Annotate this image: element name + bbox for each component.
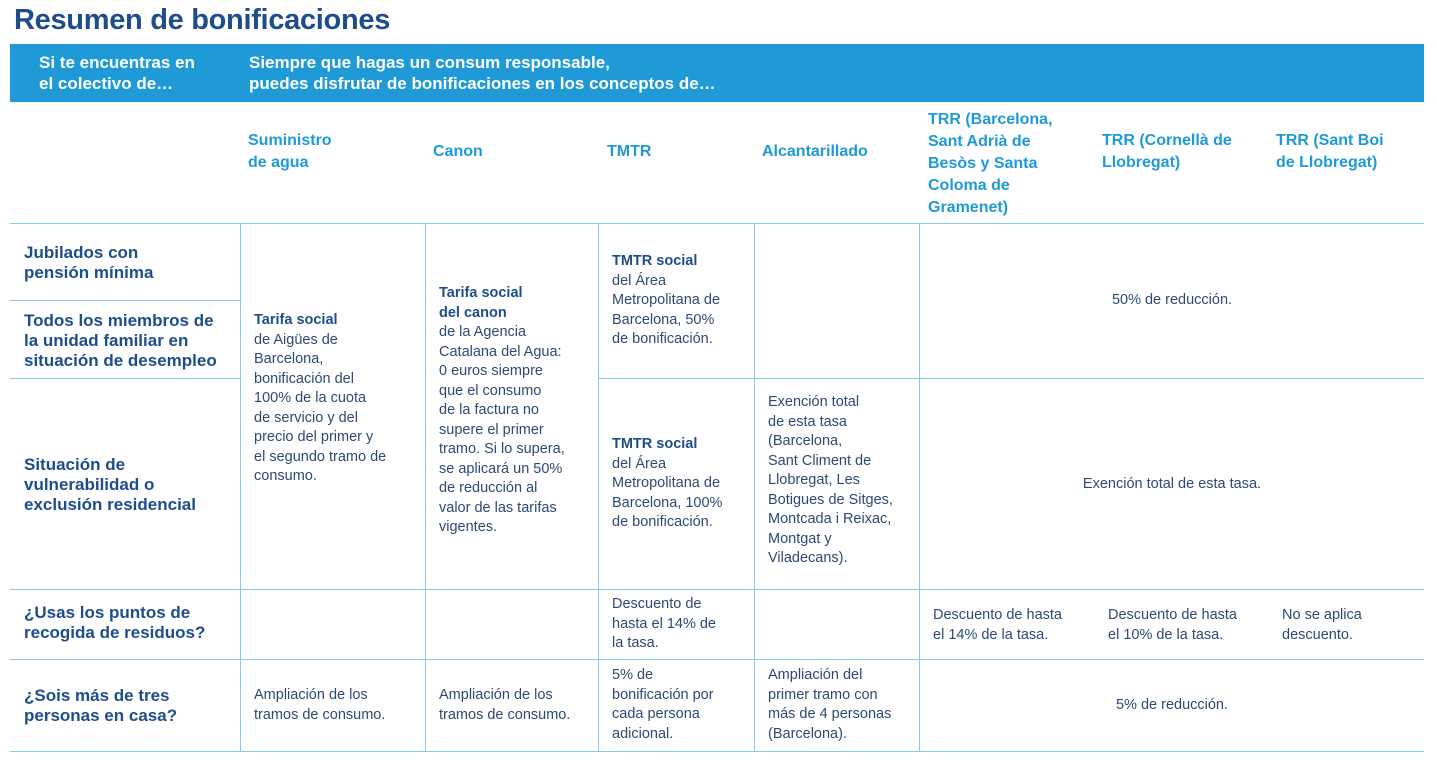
grid-line bbox=[754, 223, 755, 751]
grid-line bbox=[10, 378, 240, 379]
column-header-trr-santboi: TRR (Sant Boi de Llobregat) bbox=[1276, 132, 1384, 171]
grid-line bbox=[425, 223, 426, 751]
column-header-canon: Canon bbox=[433, 143, 483, 160]
cell-suministro-personas: Ampliación de los tramos de consumo. bbox=[254, 687, 386, 723]
grid-line bbox=[10, 751, 1424, 752]
grid-line bbox=[598, 223, 599, 751]
grid-line bbox=[10, 223, 1424, 224]
cell-trr-cornella-residuos: Descuento de hasta el 10% de la tasa. bbox=[1108, 607, 1237, 643]
grid-line bbox=[10, 300, 240, 301]
cell-trr-personas: 5% de reducción. bbox=[1115, 697, 1229, 713]
column-header-suministro: Suministro de agua bbox=[248, 132, 332, 171]
grid-line bbox=[598, 378, 1424, 379]
cell-canon-social: Tarifa social del canon de la Agencia Catalana del Agua: 0 euros siempre que el consumo de la factura no supere el primer tramo. Si lo supera, se aplicará un 50% de reducción al valor de las tarifas vigentes. bbox=[439, 285, 565, 535]
row-label-personas: ¿Sois más de tres personas en casa? bbox=[24, 686, 178, 725]
grid-line bbox=[10, 589, 1424, 590]
column-header-trr-cornella: TRR (Cornellà de Llobregat) bbox=[1102, 132, 1232, 171]
row-label-residuos: ¿Usas los puntos de recogida de residuos? bbox=[24, 603, 206, 642]
cell-tarifa-social: Tarifa social de Aigües de Barcelona, bonificación del 100% de la cuota de servicio y del precio del primer y el segundo tramo de consumo. bbox=[254, 312, 387, 484]
header-banner bbox=[10, 44, 1424, 102]
row-label-jubilados: Jubilados con pensión mínima bbox=[24, 243, 154, 282]
cell-trr-exencion: Exención total de esta tasa. bbox=[1082, 476, 1262, 492]
banner-concepts-label: Siempre que hagas un consum responsable, puedes disfrutar de bonificaciones en los conceptos de… bbox=[249, 53, 716, 93]
column-header-trr-barcelona: TRR (Barcelona, Sant Adrià de Besòs y Santa Coloma de Gramenet) bbox=[928, 111, 1053, 216]
cell-trr-santboi-residuos: No se aplica descuento. bbox=[1282, 607, 1362, 643]
grid-line bbox=[240, 223, 241, 751]
page-title: Resumen de bonificaciones bbox=[14, 4, 391, 36]
column-header-tmtr: TMTR bbox=[607, 143, 652, 160]
row-label-desempleo: Todos los miembros de la unidad familiar en situación de desempleo bbox=[24, 311, 217, 370]
cell-trr-50-reduccion: 50% de reducción. bbox=[1111, 292, 1233, 308]
cell-tmtr-social-100: TMTR social del Área Metropolitana de Barcelona, 100% de bonificación. bbox=[612, 436, 723, 530]
cell-tmtr-personas: 5% de bonificación por cada persona adicional. bbox=[612, 667, 714, 742]
cell-alcantarillado-exencion: Exención total de esta tasa (Barcelona, Sant Climent de Llobregat, Les Botigues de Sitges, Montcada i Reixac, Montgat y Viladecans). bbox=[768, 394, 893, 566]
cell-canon-personas: Ampliación de los tramos de consumo. bbox=[439, 687, 571, 723]
column-header-alcantarillado: Alcantarillado bbox=[762, 143, 868, 160]
banner-collective-label: Si te encuentras en el colectivo de… bbox=[39, 53, 195, 93]
row-label-vulnerabilidad: Situación de vulnerabilidad o exclusión residencial bbox=[24, 455, 196, 514]
cell-tmtr-residuos: Descuento de hasta el 14% de la tasa. bbox=[612, 596, 716, 651]
cell-tmtr-social-50: TMTR social del Área Metropolitana de Barcelona, 50% de bonificación. bbox=[612, 253, 721, 347]
grid-line bbox=[10, 659, 1424, 660]
cell-trr-barcelona-residuos: Descuento de hasta el 14% de la tasa. bbox=[933, 607, 1062, 643]
cell-alcantarillado-personas: Ampliación del primer tramo con más de 4 personas (Barcelona). bbox=[768, 667, 892, 742]
